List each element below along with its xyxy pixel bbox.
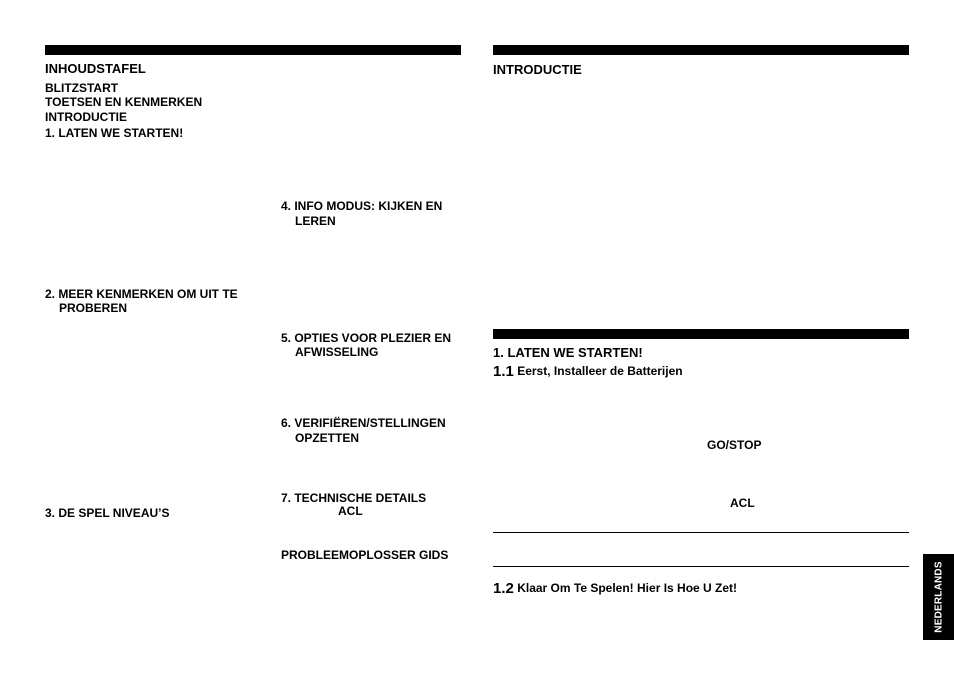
key-gostop-label: GO/STOP <box>707 438 762 452</box>
toc-item-7-line2: ACL <box>338 504 363 518</box>
toc-heading: INHOUDSTAFEL <box>45 61 146 76</box>
toc-item-5-line2: AFWISSELING <box>295 345 379 359</box>
toc-item-6-line2: OPZETTEN <box>295 431 360 445</box>
right-header-bar <box>493 45 909 55</box>
toc-item-5-line1: 5. OPTIES VOOR PLEZIER EN <box>281 331 452 345</box>
toc-item-8: PROBLEEMOPLOSSER GIDS <box>281 548 449 562</box>
subsection-1-2-title: Klaar Om Te Spelen! Hier Is Hoe U Zet! <box>517 581 738 595</box>
language-side-tab-label: NEDERLANDS <box>933 561 944 633</box>
subsection-1-1-number: 1.1 <box>493 363 514 380</box>
intro-heading: INTRODUCTIE <box>493 62 582 77</box>
left-header-bar <box>45 45 461 55</box>
toc-item-introductie: INTRODUCTIE <box>45 110 127 124</box>
section1-heading: 1. LATEN WE STARTEN! <box>493 345 643 360</box>
toc-item-toetsen: TOETSEN EN KENMERKEN <box>45 95 203 109</box>
divider-rule-2 <box>493 566 909 567</box>
toc-item-2-line1: 2. MEER KENMERKEN OM UIT TE <box>45 287 238 301</box>
toc-item-4-line2: LEREN <box>295 214 336 228</box>
language-side-tab <box>923 554 954 640</box>
subsection-1-1-title: Eerst, Installeer de Batterijen <box>517 364 683 378</box>
subsection-1-2-heading <box>493 581 737 596</box>
toc-item-6-line1: 6. VERIFIËREN/STELLINGEN <box>281 416 446 430</box>
toc-item-1: 1. LATEN WE STARTEN! <box>45 126 184 140</box>
section1-header-bar <box>493 329 909 339</box>
toc-item-3: 3. DE SPEL NIVEAU’S <box>45 506 170 520</box>
subsection-1-2-number: 1.2 <box>493 580 514 597</box>
subsection-1-1-heading <box>493 364 683 379</box>
toc-item-7-line1: 7. TECHNISCHE DETAILS <box>281 491 427 505</box>
toc-item-2-line2: PROBEREN <box>59 301 128 315</box>
toc-item-4-line1: 4. INFO MODUS: KIJKEN EN <box>281 199 443 213</box>
key-acl-label: ACL <box>730 496 755 510</box>
divider-rule-1 <box>493 532 909 533</box>
toc-item-blitzstart: BLITZSTART <box>45 81 119 95</box>
